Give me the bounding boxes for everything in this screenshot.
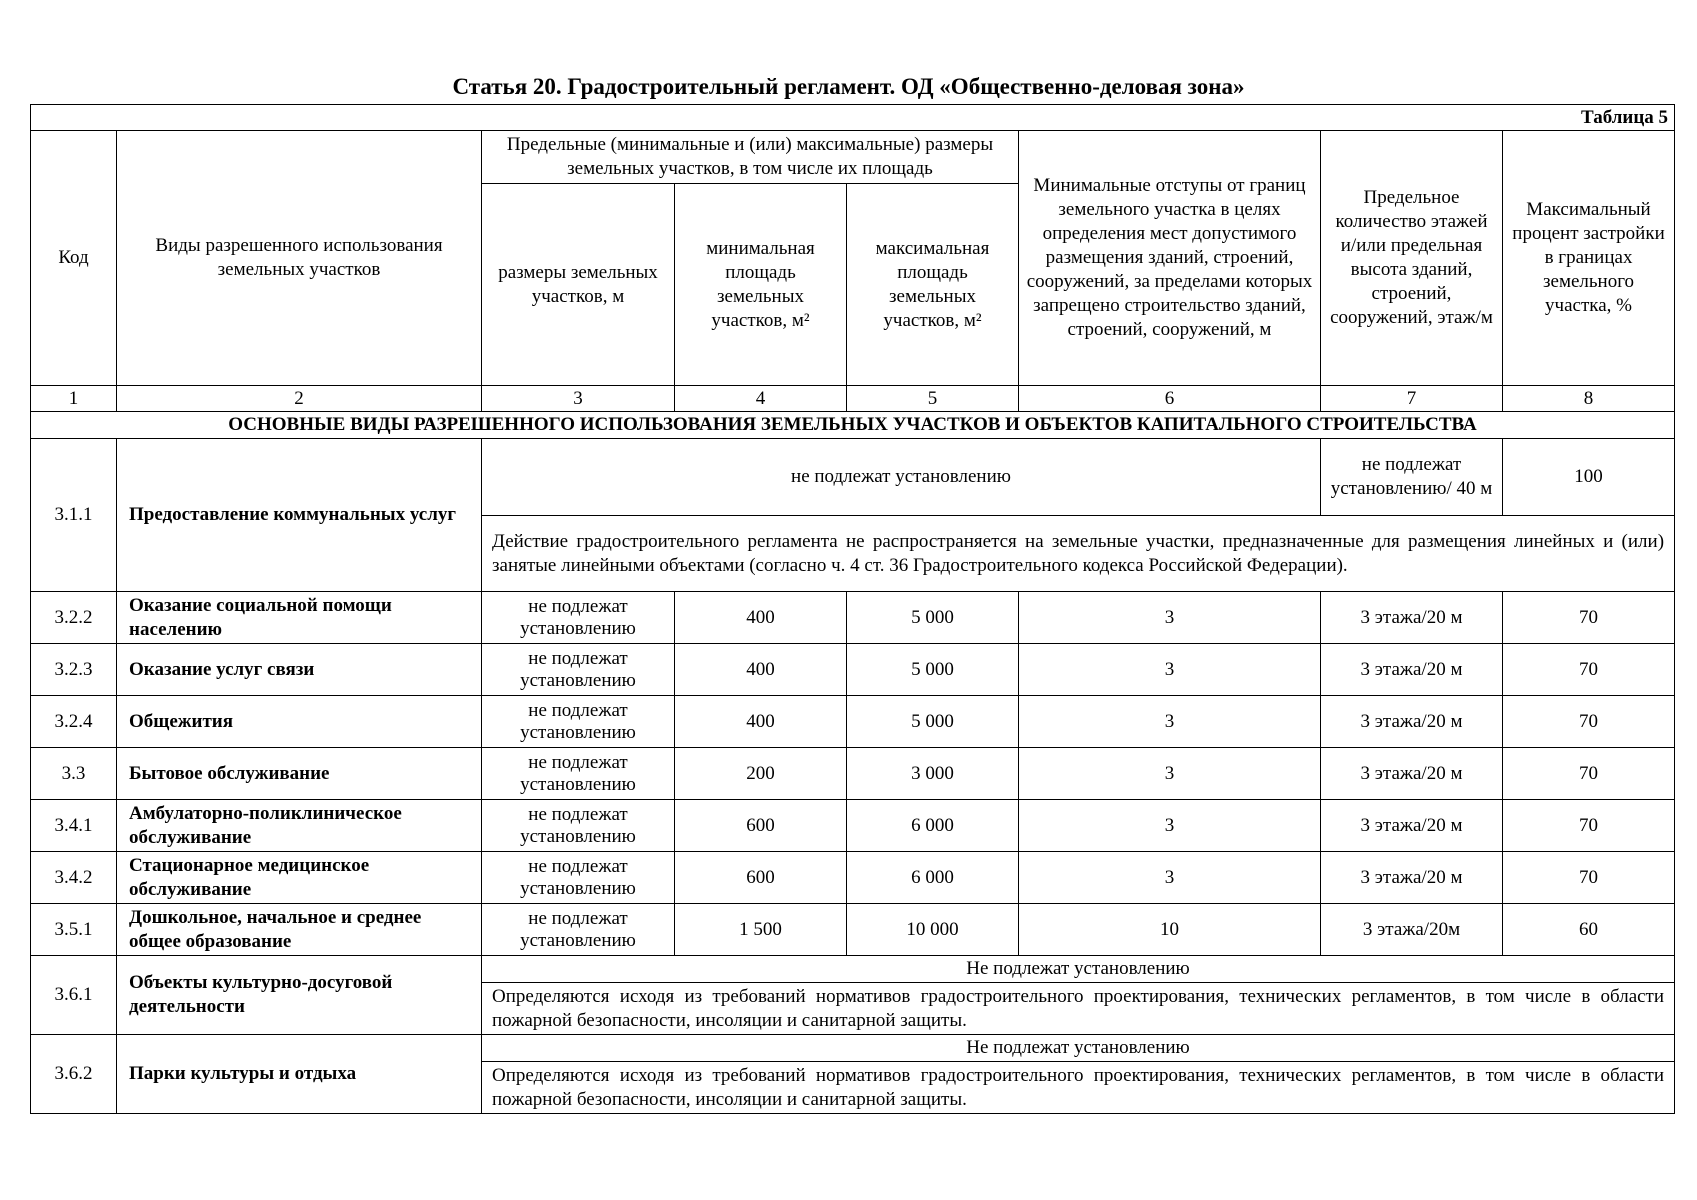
row-max-area: 5 000 <box>847 644 1019 696</box>
row-max-area: 5 000 <box>847 696 1019 748</box>
row-note: Определяются исходя из требований нормативов градостроительного проектирования, технических регламентов, в том числе в области пожарной безопасности, инсоляции и санитарной защиты. <box>482 1062 1675 1114</box>
row-floors: не подлежат установлению/ 40 м <box>1321 439 1503 516</box>
row-sizes: не подлежат установлению <box>482 800 675 852</box>
table-row <box>31 748 1675 800</box>
row-use-name: Дошкольное, начальное и среднее общее образование <box>117 904 482 956</box>
row-code: 3.1.1 <box>31 439 117 592</box>
row-floors: 3 этажа/20 м <box>1321 800 1503 852</box>
row-use-name: Парки культуры и отдыха <box>117 1035 482 1114</box>
row-coverage: 70 <box>1503 592 1675 644</box>
column-number: 5 <box>847 386 1019 412</box>
header-setbacks: Минимальные отступы от границ земельного участка в целях определения мест допустимого размещения зданий, строений, сооружений, за пределами которых запрещено строительство зданий, строений, сооружений, м <box>1019 131 1321 386</box>
row-coverage: 100 <box>1503 439 1675 516</box>
row-use-name: Общежития <box>117 696 482 748</box>
row-setback: 3 <box>1019 592 1321 644</box>
section-title: ОСНОВНЫЕ ВИДЫ РАЗРЕШЕННОГО ИСПОЛЬЗОВАНИЯ ЗЕМЕЛЬНЫХ УЧАСТКОВ И ОБЪЕКТОВ КАПИТАЛЬНОГО СТРОИТЕЛЬСТВА <box>31 412 1675 439</box>
row-setback: 3 <box>1019 748 1321 800</box>
column-number: 8 <box>1503 386 1675 412</box>
row-min-area: 400 <box>675 696 847 748</box>
row-floors: 3 этажа/20 м <box>1321 748 1503 800</box>
row-code: 3.4.1 <box>31 800 117 852</box>
row-code: 3.6.1 <box>31 956 117 1035</box>
column-number: 6 <box>1019 386 1321 412</box>
row-coverage: 60 <box>1503 904 1675 956</box>
row-setback: 3 <box>1019 800 1321 852</box>
table-row <box>31 696 1675 748</box>
table-row <box>31 592 1675 644</box>
row-use-name: Объекты культурно-досуговой деятельности <box>117 956 482 1035</box>
row-note: Действие градостроительного регламента не распространяется на земельные участки, предназначенные для размещения линейных и (или) занятые линейными объектами (согласно ч. 4 ст. 36 Градостроительного кодекса Российской Федерации). <box>482 516 1675 592</box>
row-setback: 3 <box>1019 644 1321 696</box>
row-sizes: не подлежат установлению <box>482 904 675 956</box>
row-max-area: 6 000 <box>847 852 1019 904</box>
row-setback: 3 <box>1019 696 1321 748</box>
row-use-name: Оказание социальной помощи населению <box>117 592 482 644</box>
row-limits: не подлежат установлению <box>482 439 1321 516</box>
row-floors: 3 этажа/20м <box>1321 904 1503 956</box>
row-coverage: 70 <box>1503 748 1675 800</box>
column-number: 3 <box>482 386 675 412</box>
row-code: 3.3 <box>31 748 117 800</box>
column-number: 4 <box>675 386 847 412</box>
row-sizes: не подлежат установлению <box>482 592 675 644</box>
row-min-area: 400 <box>675 592 847 644</box>
row-code: 3.2.4 <box>31 696 117 748</box>
column-number: 2 <box>117 386 482 412</box>
column-number: 7 <box>1321 386 1503 412</box>
row-use-name: Амбулаторно-поликлиническое обслуживание <box>117 800 482 852</box>
table-caption: Таблица 5 <box>31 105 1675 131</box>
row-max-area: 5 000 <box>847 592 1019 644</box>
table-row <box>31 852 1675 904</box>
header-code: Код <box>31 131 117 386</box>
row-floors: 3 этажа/20 м <box>1321 852 1503 904</box>
row-max-area: 10 000 <box>847 904 1019 956</box>
row-coverage: 70 <box>1503 852 1675 904</box>
row-use-name: Бытовое обслуживание <box>117 748 482 800</box>
row-max-area: 3 000 <box>847 748 1019 800</box>
table-row <box>31 644 1675 696</box>
row-code: 3.2.2 <box>31 592 117 644</box>
header-coverage: Максимальный процент застройки в границах земельного участка, % <box>1503 131 1675 386</box>
header-max-area: максимальная площадь земельных участков, м² <box>847 184 1019 386</box>
table-row <box>31 904 1675 956</box>
document-title: Статья 20. Градостроительный регламент. ОД «Общественно-деловая зона» <box>452 74 1245 99</box>
row-min-area: 400 <box>675 644 847 696</box>
row-coverage: 70 <box>1503 696 1675 748</box>
row-code: 3.5.1 <box>31 904 117 956</box>
header-limits-group: Предельные (минимальные и (или) максимальные) размеры земельных участков, в том числе их площадь <box>482 131 1019 184</box>
table-row <box>31 800 1675 852</box>
row-min-area: 200 <box>675 748 847 800</box>
row-min-area: 600 <box>675 852 847 904</box>
column-number: 1 <box>31 386 117 412</box>
row-sizes: не подлежат установлению <box>482 748 675 800</box>
row-sizes: не подлежат установлению <box>482 644 675 696</box>
row-setback: 3 <box>1019 852 1321 904</box>
row-use-name: Оказание услуг связи <box>117 644 482 696</box>
row-floors: 3 этажа/20 м <box>1321 696 1503 748</box>
row-code: 3.4.2 <box>31 852 117 904</box>
row-use-name: Предоставление коммунальных услуг <box>117 439 482 592</box>
header-use: Виды разрешенного использования земельных участков <box>117 131 482 386</box>
row-floors: 3 этажа/20 м <box>1321 592 1503 644</box>
header-floors: Предельное количество этажей и/или предельная высота зданий, строений, сооружений, этаж/м <box>1321 131 1503 386</box>
row-limits: Не подлежат установлению <box>482 1035 1675 1062</box>
row-sizes: не подлежат установлению <box>482 696 675 748</box>
row-code: 3.2.3 <box>31 644 117 696</box>
row-sizes: не подлежат установлению <box>482 852 675 904</box>
header-sizes: размеры земельных участков, м <box>482 184 675 386</box>
header-min-area: минимальная площадь земельных участков, м² <box>675 184 847 386</box>
row-coverage: 70 <box>1503 644 1675 696</box>
row-use-name: Стационарное медицинское обслуживание <box>117 852 482 904</box>
row-coverage: 70 <box>1503 800 1675 852</box>
regulation-table <box>30 104 1675 1114</box>
row-min-area: 600 <box>675 800 847 852</box>
row-min-area: 1 500 <box>675 904 847 956</box>
row-max-area: 6 000 <box>847 800 1019 852</box>
row-limits: Не подлежат установлению <box>482 956 1675 983</box>
row-note: Определяются исходя из требований нормативов градостроительного проектирования, технических регламентов, в том числе в области пожарной безопасности, инсоляции и санитарной защиты. <box>482 983 1675 1035</box>
row-setback: 10 <box>1019 904 1321 956</box>
row-code: 3.6.2 <box>31 1035 117 1114</box>
row-floors: 3 этажа/20 м <box>1321 644 1503 696</box>
